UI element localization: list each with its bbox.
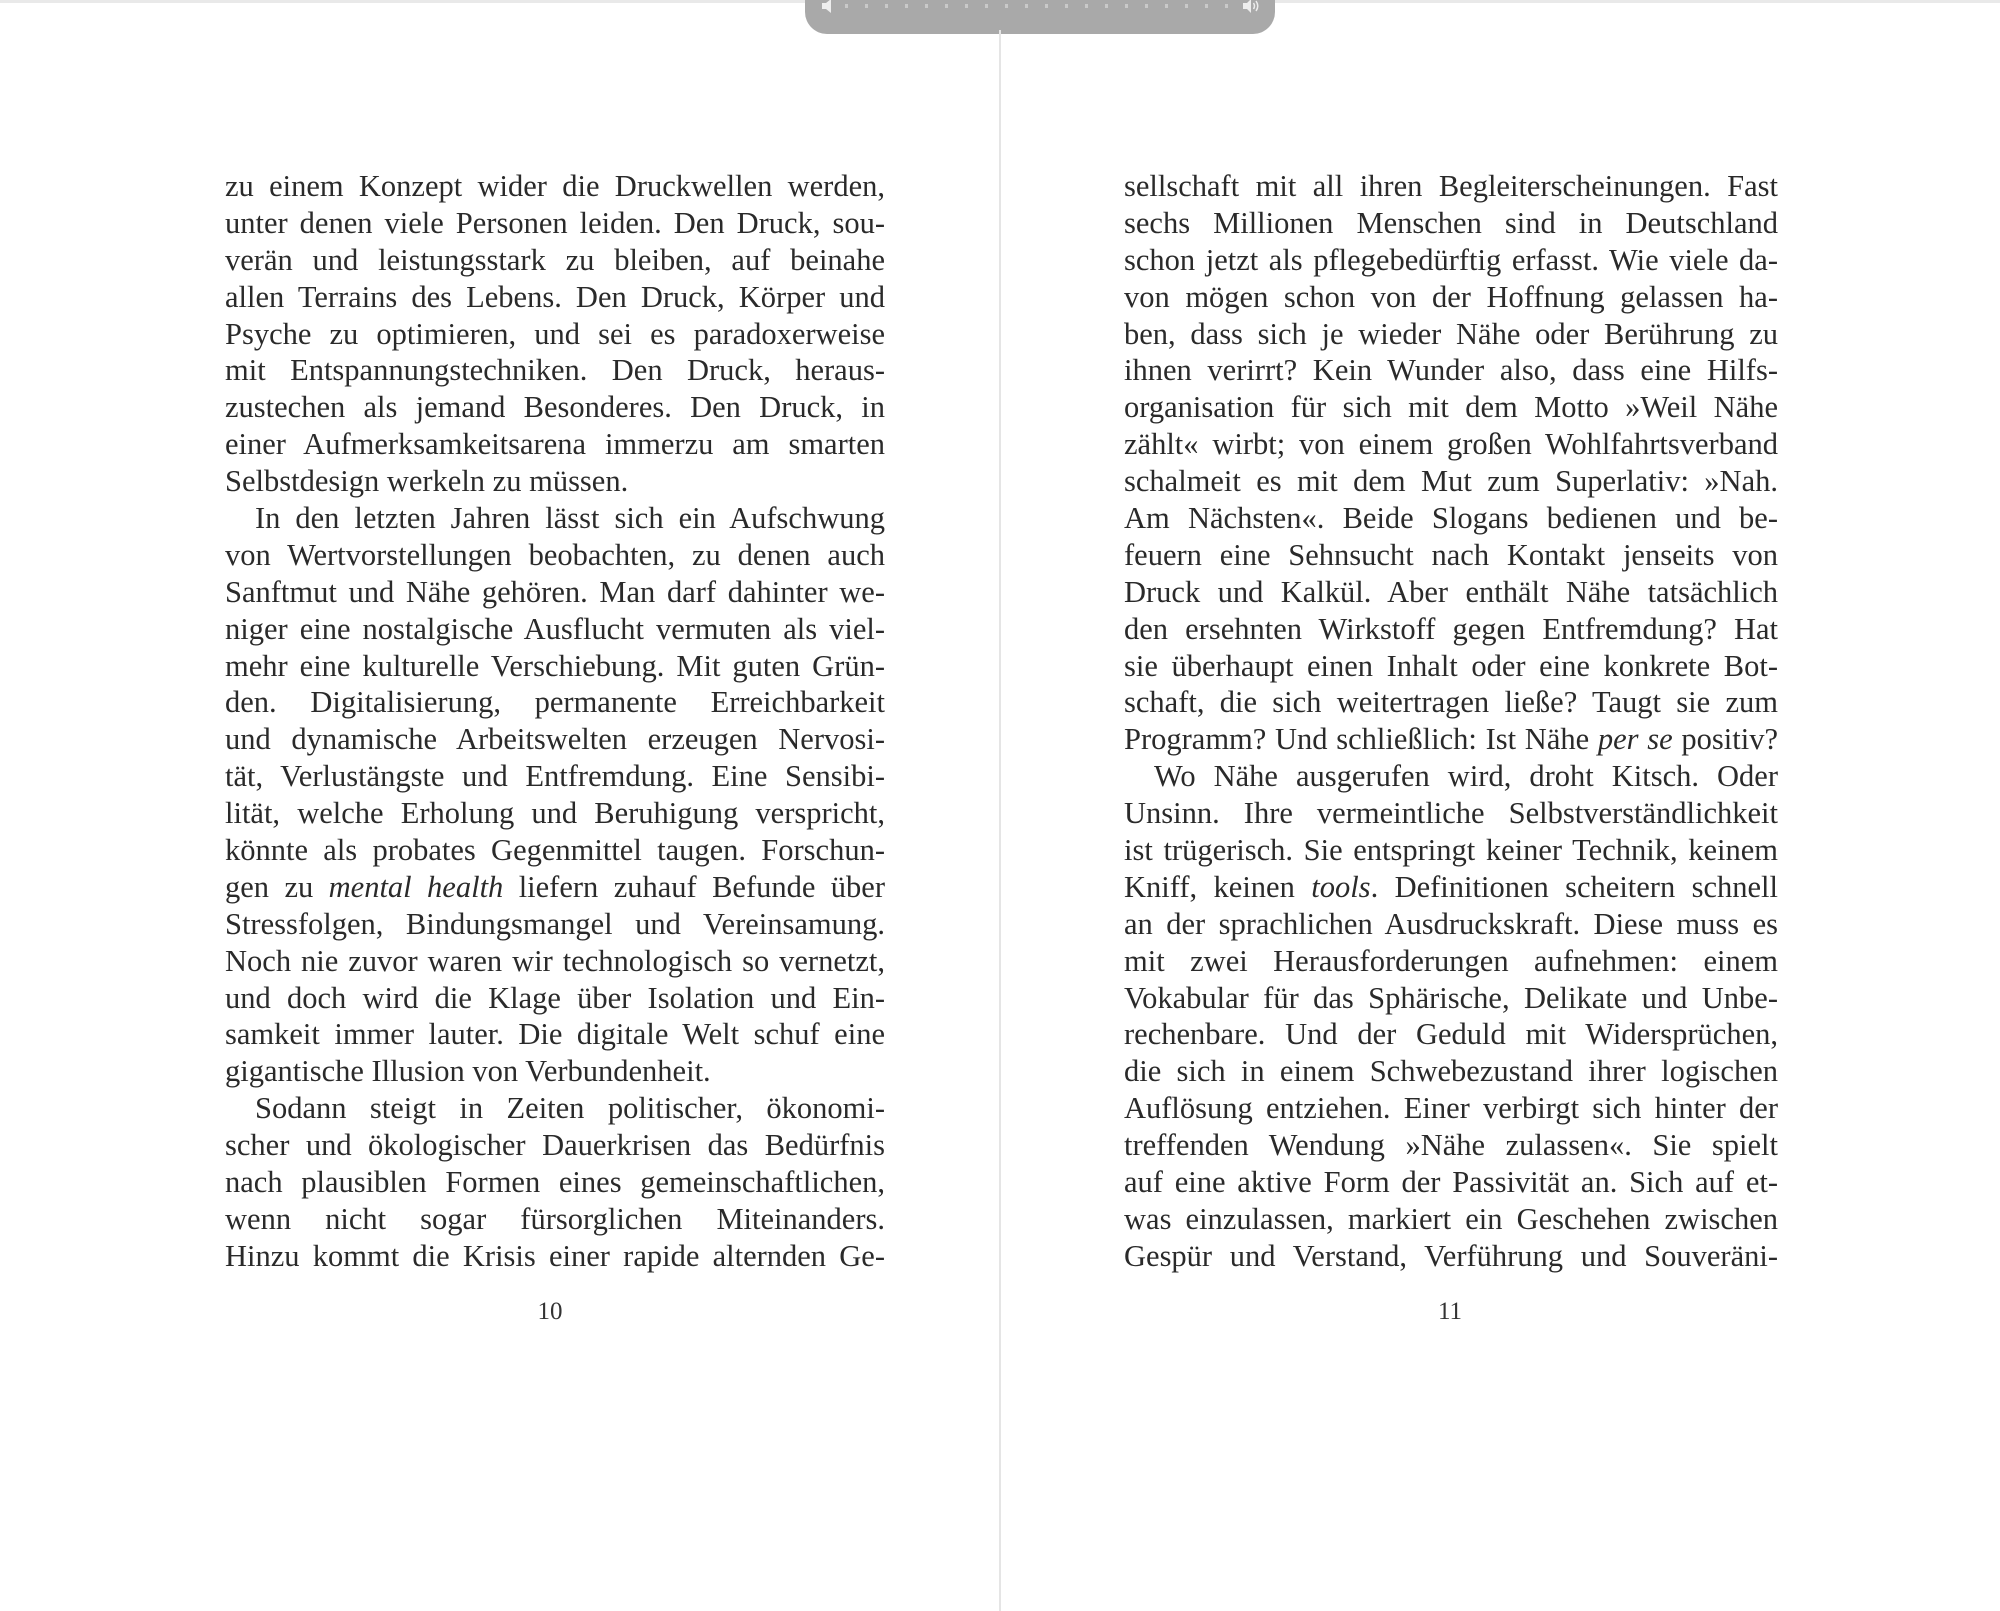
text-line: organisation für sich mit dem Motto »Weil Nähe [1124, 390, 1778, 425]
text-line: den ersehnten Wirkstoff gegen Entfremdung? Hat [1124, 611, 1778, 646]
text-line: von Wertvorstellungen beobachten, zu denen auch [225, 537, 885, 572]
text-line: Druck und Kalkül. Aber enthält Nähe tatsächlich [1124, 574, 1778, 609]
text-line: wenn nicht sogar fürsorglichen Miteinanders. [225, 1201, 885, 1236]
text-line: den. Digitalisierung, permanente Erreichbarkeit [225, 685, 885, 720]
text-line: verän und leistungsstark zu bleiben, auf beinahe [225, 242, 885, 277]
text-line: gen zu mental health liefern zuhauf Befunde über [225, 869, 885, 904]
text-line: zustechen als jemand Besonderes. Den Druck, in [225, 390, 885, 425]
text-line: und dynamische Arbeitswelten erzeugen Nervosi- [225, 722, 885, 757]
text-line: Wo Nähe ausgerufen wird, droht Kitsch. Oder [1154, 759, 1778, 794]
text-line: niger eine nostalgische Ausflucht vermuten als viel- [225, 611, 885, 646]
text-line: tät, Verlustängste und Entfremdung. Eine Sensibi- [225, 759, 885, 794]
text-line: samkeit immer lauter. Die digitale Welt schuf eine [225, 1017, 885, 1052]
left-page-number: 10 [537, 1298, 563, 1325]
text-line: die sich in einem Schwebezustand ihrer logischen [1124, 1054, 1778, 1089]
text-line: ihnen verirrt? Kein Wunder also, dass eine Hilfs- [1124, 353, 1778, 388]
text-line: lität, welche Erholung und Beruhigung verspricht, [225, 796, 885, 831]
text-line: In den letzten Jahren lässt sich ein Aufschwung [255, 501, 885, 536]
italic-term: mental health [328, 869, 504, 904]
text-line: Programm? Und schließlich: Ist Nähe per se positiv? [1124, 722, 1778, 757]
text-line: allen Terrains des Lebens. Den Druck, Körper und [225, 279, 885, 314]
text-line: schaft, die sich weitertragen ließe? Taugt sie zum [1124, 685, 1778, 720]
text-line: unter denen viele Personen leiden. Den Druck, sou- [225, 205, 885, 240]
text-line: sellschaft mit all ihren Begleiterscheinungen. Fast [1124, 169, 1778, 203]
text-line: schalmeit es mit dem Mut zum Superlativ: »Nah. [1124, 464, 1778, 499]
text-line: Vokabular für das Sphärische, Delikate und Unbe- [1124, 980, 1778, 1015]
right-page-text [1124, 168, 1778, 1275]
text-line: sie überhaupt einen Inhalt oder eine konkrete Bot- [1124, 648, 1778, 683]
text-line: mit zwei Herausforderungen aufnehmen: einem [1124, 943, 1778, 978]
right-page-number: 11 [1437, 1298, 1463, 1325]
text-line: und doch wird die Klage über Isolation und Ein- [225, 980, 885, 1015]
text-line: rechenbare. Und der Geduld mit Widersprüchen, [1124, 1017, 1778, 1052]
text-line: feuern eine Sehnsucht nach Kontakt jenseits von [1124, 537, 1778, 572]
text-line: an der sprachlichen Ausdruckskraft. Diese muss es [1124, 906, 1778, 941]
text-line: Kniff, keinen tools. Definitionen scheitern schnell [1124, 869, 1778, 904]
italic-term: per se [1597, 722, 1673, 757]
text-line: Sodann steigt in Zeiten politischer, ökonomi- [255, 1091, 885, 1126]
text-line: ist trügerisch. Sie entspringt keiner Technik, keinem [1124, 833, 1778, 868]
text-line: mehr eine kulturelle Verschiebung. Mit guten Grün- [225, 648, 885, 683]
text-line: Am Nächsten«. Beide Slogans bedienen und be- [1124, 501, 1778, 536]
text-line: Stressfolgen, Bindungsmangel und Vereinsamung. [225, 906, 885, 941]
speaker-loud-icon[interactable] [1241, 0, 1261, 16]
text-line: einer Aufmerksamkeitsarena immerzu am smarten [225, 427, 885, 462]
text-line: Noch nie zuvor waren wir technologisch so vernetzt, [225, 943, 885, 978]
text-line: Auflösung entziehen. Einer verbirgt sich hinter der [1124, 1091, 1778, 1126]
text-line: sechs Millionen Menschen sind in Deutschland [1124, 205, 1778, 240]
text-line: mit Entspannungstechniken. Den Druck, heraus- [225, 353, 885, 388]
volume-control[interactable] [805, 0, 1275, 34]
text-line: könnte als probates Gegenmittel taugen. Forschun- [225, 833, 885, 868]
text-line: Unsinn. Ihre vermeintliche Selbstverständlichkeit [1124, 796, 1778, 831]
text-line: schon jetzt als pflegebedürftig erfasst. Wie viele da- [1124, 242, 1778, 277]
page-gutter [999, 30, 1001, 1611]
text-line: Gespür und Verstand, Verführung und Souveräni- [1124, 1238, 1778, 1273]
text-line: auf eine aktive Form der Passivität an. Sich auf et- [1124, 1165, 1778, 1200]
text-line: was einzulassen, markiert ein Geschehen zwischen [1124, 1201, 1778, 1236]
text-line: treffenden Wendung »Nähe zulassen«. Sie spielt [1124, 1128, 1778, 1163]
text-line: Sanftmut und Nähe gehören. Man darf dahinter we- [225, 574, 885, 609]
text-line: nach plausiblen Formen eines gemeinschaftlichen, [225, 1165, 885, 1200]
text-line: Selbstdesign werkeln zu müssen. [225, 464, 629, 499]
text-line: ben, dass sich je wieder Nähe oder Berührung zu [1124, 316, 1778, 351]
text-line: zählt« wirbt; von einem großen Wohlfahrtsverband [1124, 427, 1778, 462]
text-line: gigantische Illusion von Verbundenheit. [225, 1054, 711, 1089]
volume-slider-track[interactable] [845, 4, 1229, 8]
italic-term: tools [1311, 869, 1371, 904]
text-line: zu einem Konzept wider die Druckwellen werden, [225, 169, 885, 203]
text-line: scher und ökologischer Dauerkrisen das Bedürfnis [225, 1128, 885, 1163]
text-line: von mögen schon von der Hoffnung gelassen ha- [1124, 279, 1778, 314]
text-line: Psyche zu optimieren, und sei es paradoxerweise [225, 316, 885, 351]
speaker-mute-icon[interactable] [819, 0, 839, 16]
text-line: Hinzu kommt die Krisis einer rapide alternden Ge- [225, 1238, 885, 1273]
left-page-text [225, 168, 885, 1275]
